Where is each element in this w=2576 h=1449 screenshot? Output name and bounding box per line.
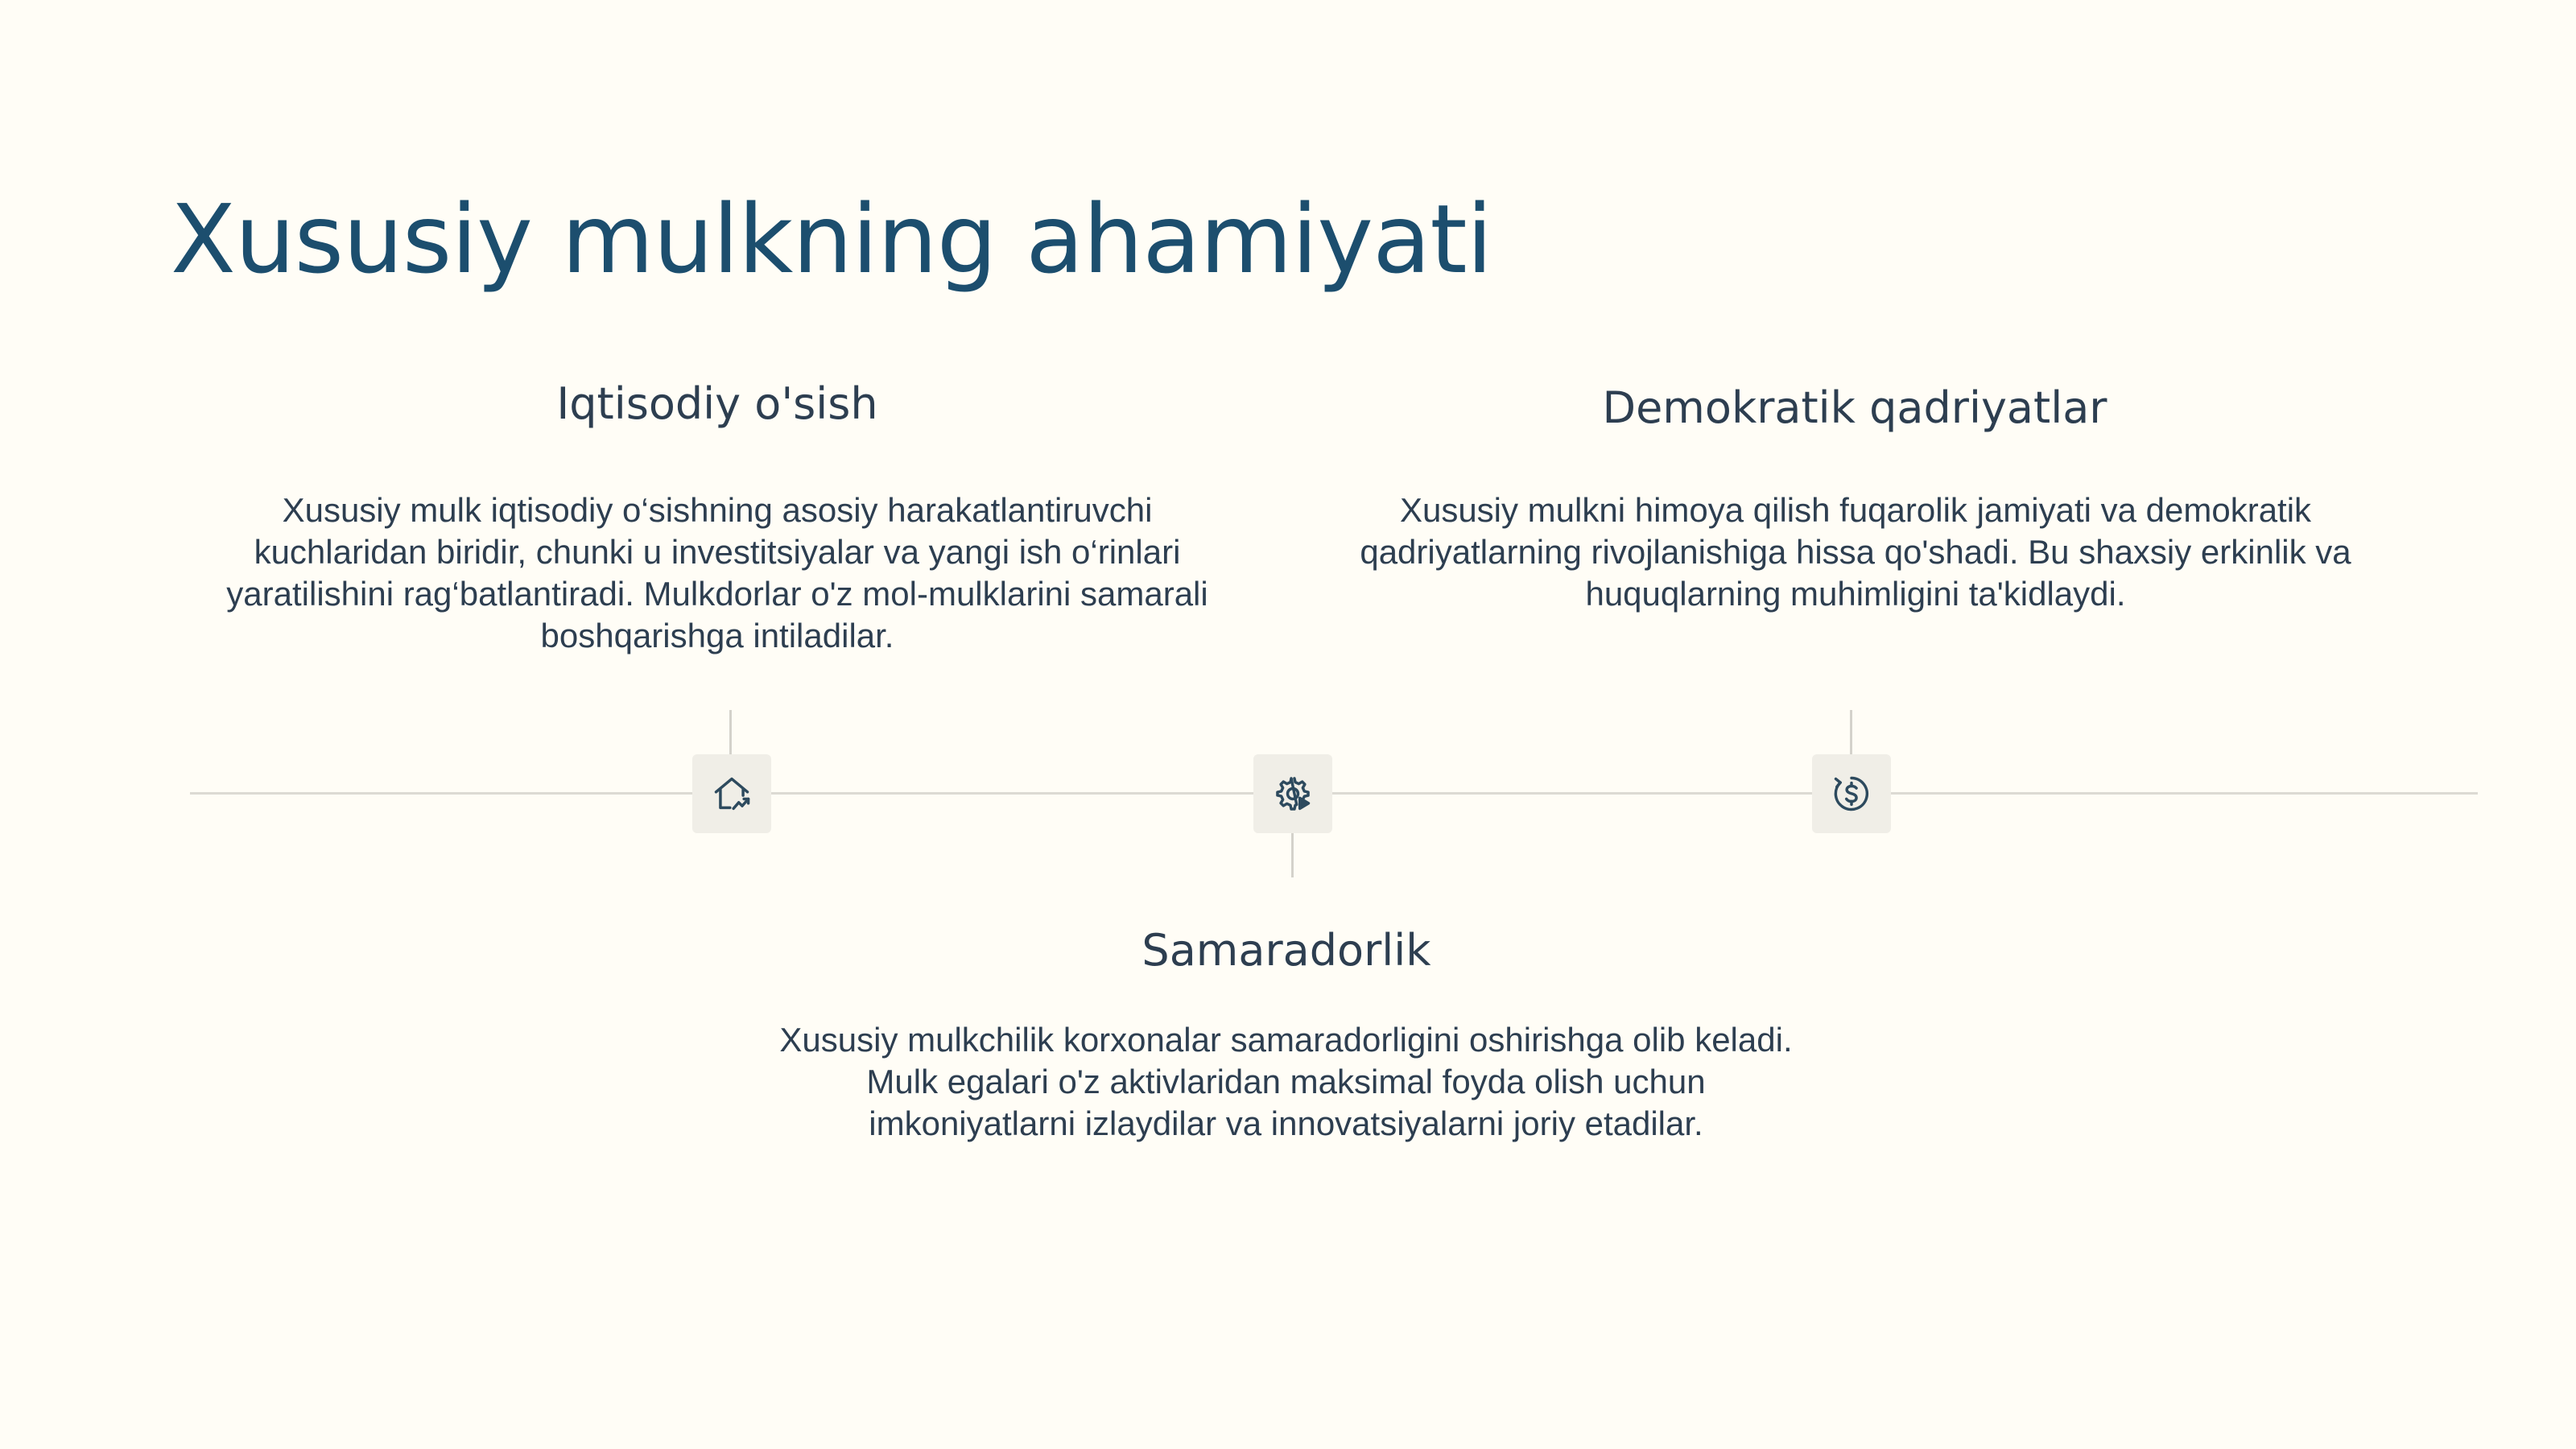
item-heading-democratic-values: Demokratik qadriyatlar: [1602, 382, 2107, 433]
timeline-marker-efficiency: [1253, 754, 1332, 833]
item-text-economic-growth: Xususiy mulk iqtisodiy o‘sishning asosiy harakatlantiruvchi kuchlaridan biridir, chunki u investitsiyalar va yangi ish o‘rinlari yaratilishini rag‘batlantiradi. Mulkdorlar o'z mol-mulklarini samarali boshqarishga intiladilar.: [226, 491, 1208, 654]
item-heading-efficiency: Samaradorlik: [1141, 925, 1431, 976]
house-chart-icon: [711, 773, 753, 815]
timeline-connector-2: [1291, 832, 1294, 877]
item-text-efficiency: Xususiy mulkchilik korxonalar samaradorligini oshirishga olib keladi. Mulk egalari o'z aktivlaridan maksimal foyda olish uchun imkoniyatlarni izlaydilar va innovatsiyalarni joriy etadilar.: [779, 1021, 1793, 1142]
timeline-marker-democratic-values: [1812, 754, 1891, 833]
item-text-democratic-values: Xususiy mulkni himoya qilish fuqarolik jamiyati va demokratik qadriyatlarning rivojlanishiga hissa qo'shadi. Bu shaxsiy erkinlik va huquqlarning muhimligini ta'kidlaydi.: [1360, 491, 2351, 613]
timeline-connector-3: [1850, 710, 1852, 755]
timeline-line: [190, 792, 2478, 795]
timeline-marker-economic-growth: [692, 754, 771, 833]
slide-title: Xususiy mulkning ahamiyati: [171, 184, 1492, 295]
item-heading-economic-growth: Iqtisodiy o'sish: [556, 378, 878, 429]
gear-play-icon: [1272, 773, 1314, 815]
timeline-connector-1: [729, 710, 732, 755]
dollar-circle-icon: [1831, 773, 1872, 815]
